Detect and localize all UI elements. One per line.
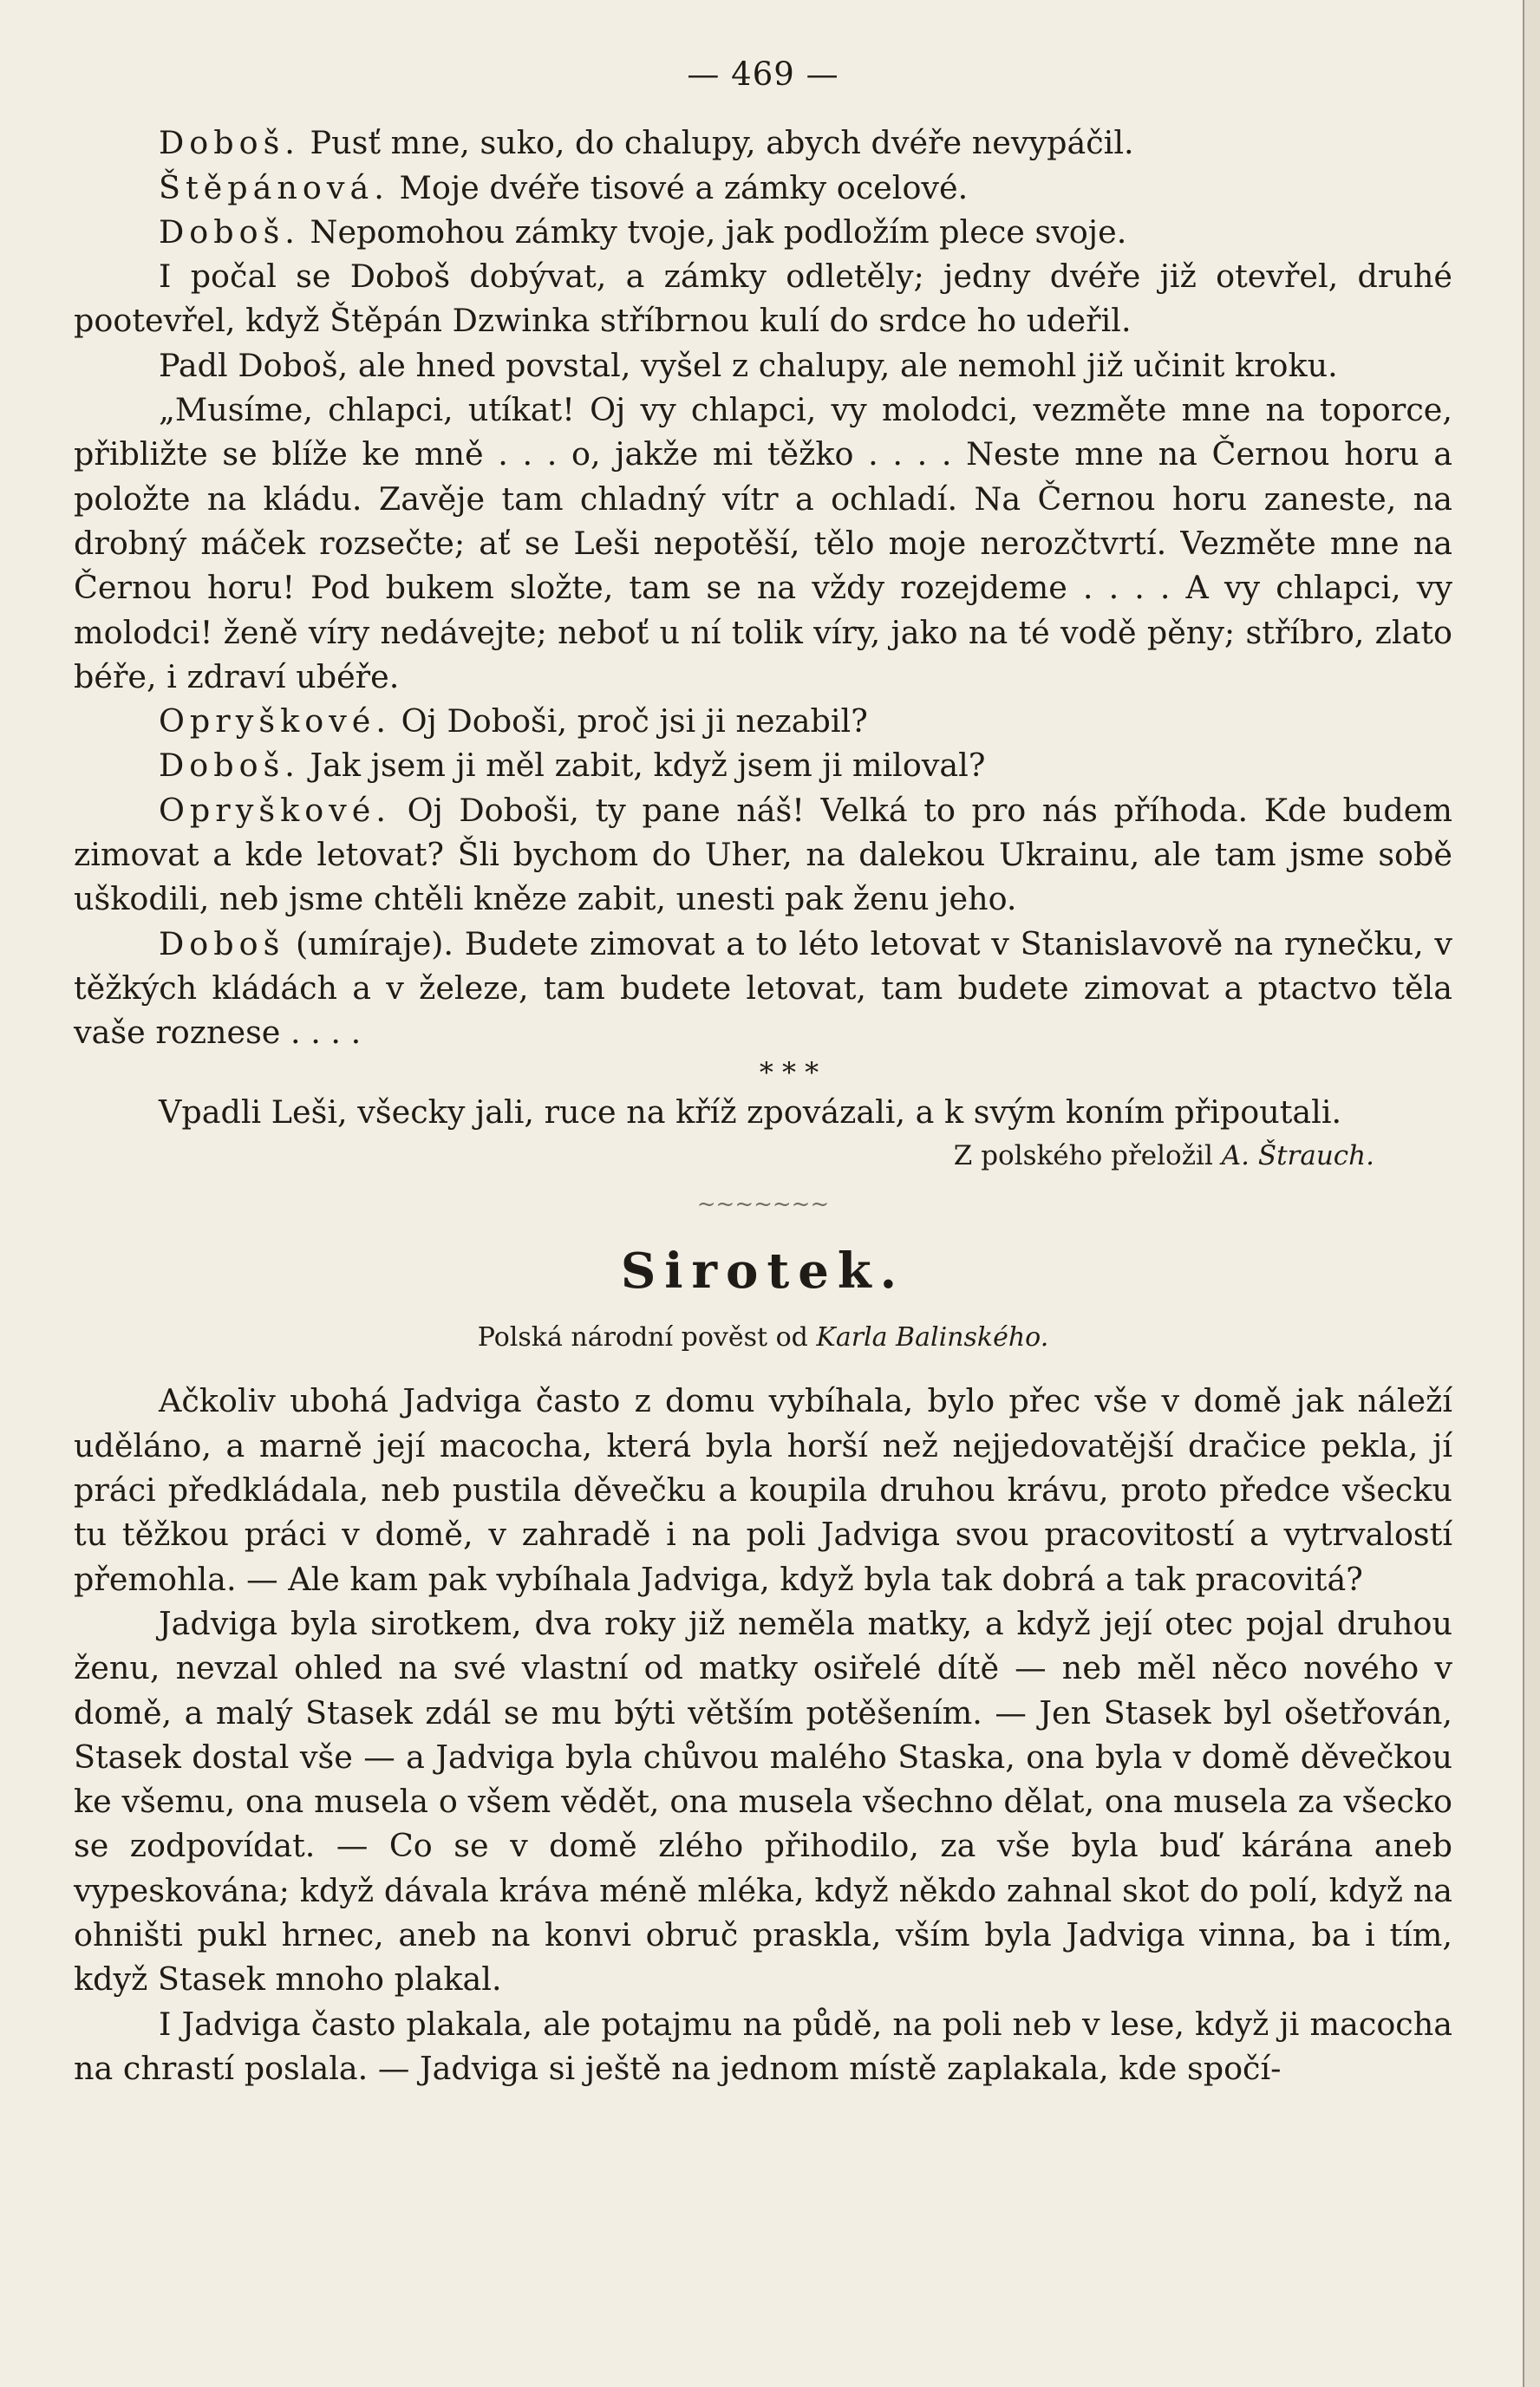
ornamental-divider: ~~~~~~~: [696, 1191, 830, 1218]
dialogue-line: [74, 699, 1452, 743]
dialogue-text: Moje dvéře tisové a zámky ocelové.: [388, 168, 969, 206]
dialogue-text: Jak jsem ji měl zabit, když jsem ji miloval?: [299, 747, 986, 785]
paragraph: „Musíme, chlapci, utíkat! Oj vy chlapci, vy molodci, vezměte mne na toporce, přibližte se blíže ke mně . . . o, jakže mi těžko . . . . Neste mne na Černou horu a položte na kládu. Zavěje tam chladný vítr a ochladí. Na Černou horu zaneste, na drobný máček rozsečte; ať se Leši nepotěší, tělo moje nerozčtvrtí. Vezměte mne na Černou horu! Pod bukem složte, tam se na vždy rozejdeme . . . . A vy chlapci, vy molodci! ženě víry nedávejte; neboť u ní tolik víry, jako na té vodě pěny; stříbro, zlato béře, i zdraví ubéře.: [74, 391, 1452, 695]
speaker-name: Doboš.: [159, 124, 300, 162]
dialogue-line: [74, 922, 1452, 1055]
dialogue-text: Oj Doboši, ty pane náš! Velká to pro nás příhoda. Kde budem zimovat a kde letovat? Šli bychom do Uher, na dalekou Ukrainu, ale tam jsme sobě uškodili, neb jsme chtěli kněze zabit, unesti pak ženu jeho.: [74, 791, 1452, 918]
dialogue-text: Pusť mne, suko, do chalupy, abych dvéře nevypáčil.: [299, 124, 1134, 162]
story-paragraph: Ačkoliv ubohá Jadviga často z domu vybíhala, bylo přec vše v domě jak náleží uděláno, a marně její macocha, která byla horší než nejjedovatější dračice pekla, jí práci předkládala, neb pustila děvečku a koupila druhou krávu, proto předce všecku tu těžkou práci v domě, v zahradě i na poli Jadviga svou pracovitostí a vytrvalostí přemohla. — Ale kam pak vybíhala Jadviga, když byla tak dobrá a tak pracovitá?: [74, 1382, 1452, 1598]
paragraph: Vpadli Leši, všecky jali, ruce na kříž zpovázali, a k svým koním připoutali.: [159, 1092, 1342, 1131]
translator-prefix: Z polského přeložil: [953, 1139, 1222, 1171]
story-paragraph: Jadviga byla sirotkem, dva roky již neměla matky, a když její otec pojal druhou ženu, nevzal ohled na své vlastní od matky osiřelé dítě — neb měl něco nového v domě, a malý Stasek zdál se mu býti větším potěšením. — Jen Stasek byl ošetřován, Stasek dostal vše — a Jadviga byla chůvou malého Staska, ona byla v domě děvečkou ke všemu, ona musela o všem vědět, ona musela všechno dělat, ona musela za všecko se zodpovídat. — Co se v domě zlého přihodilo, za vše byla buď kárána aneb vypeskována; když dávala kráva méně mléka, když někdo zahnal skot do polí, když na ohništi pukl hrnec, aneb na konvi obruč praskla, vším byla Jadviga vinna, ba i tím, když Stasek mnoho plakal.: [74, 1604, 1452, 1999]
dialogue-line: [74, 788, 1452, 922]
paragraph: Padl Doboš, ale hned povstal, vyšel z chalupy, ale nemohl již učinit kroku.: [159, 346, 1338, 384]
page-number: — 469 —: [687, 55, 839, 93]
section-stars: * * *: [759, 1055, 819, 1089]
story-title: Sirotek.: [620, 1242, 906, 1301]
speaker-name: Doboš.: [159, 747, 300, 785]
speaker-name: Opryškové.: [159, 702, 392, 740]
dialogue-line: [74, 210, 1452, 254]
speaker-name: Doboš.: [159, 212, 300, 251]
paragraph: I počal se Doboš dobývat, a zámky odletěly; jedny dvéře již otevřel, druhé pootevřel, když Štěpán Dzwinka stříbrnou kulí do srdce ho udeřil.: [74, 258, 1452, 340]
speaker-name: Štěpánová.: [159, 168, 389, 206]
subtitle-author: Karla Balinského.: [816, 1322, 1049, 1353]
speaker-name: Doboš: [159, 924, 285, 962]
subtitle-prefix: Polská národní pověst od: [477, 1322, 817, 1353]
dialogue-line: [74, 121, 1452, 165]
translator-name: A. Štrauch.: [1221, 1139, 1374, 1171]
text-column: [74, 52, 1452, 2090]
dialogue-text: (umíraje). Budete zimovat a to léto letovat v Stanislavově na rynečku, v těžkých kládách a v železe, tam budete letovat, tam budete zimovat a ptactvo těla vaše roznese . . . .: [74, 924, 1452, 1052]
dialogue-line: [74, 743, 1452, 787]
speaker-name: Opryškové.: [159, 791, 392, 829]
page-edge: [1523, 0, 1540, 2387]
dialogue-text: Oj Doboši, proč jsi ji nezabil?: [391, 702, 868, 740]
dialogue-text: Nepomohou zámky tvoje, jak podložím plece svoje.: [299, 212, 1127, 251]
translator-credit: [74, 1134, 1452, 1178]
story-paragraph: I Jadviga často plakala, ale potajmu na půdě, na poli neb v lese, když ji macocha na chrastí poslala. — Jadviga si ještě na jednom místě zaplakala, kde spočí-: [74, 2005, 1452, 2087]
story-subtitle: [74, 1315, 1452, 1360]
dialogue-line: [74, 166, 1452, 210]
